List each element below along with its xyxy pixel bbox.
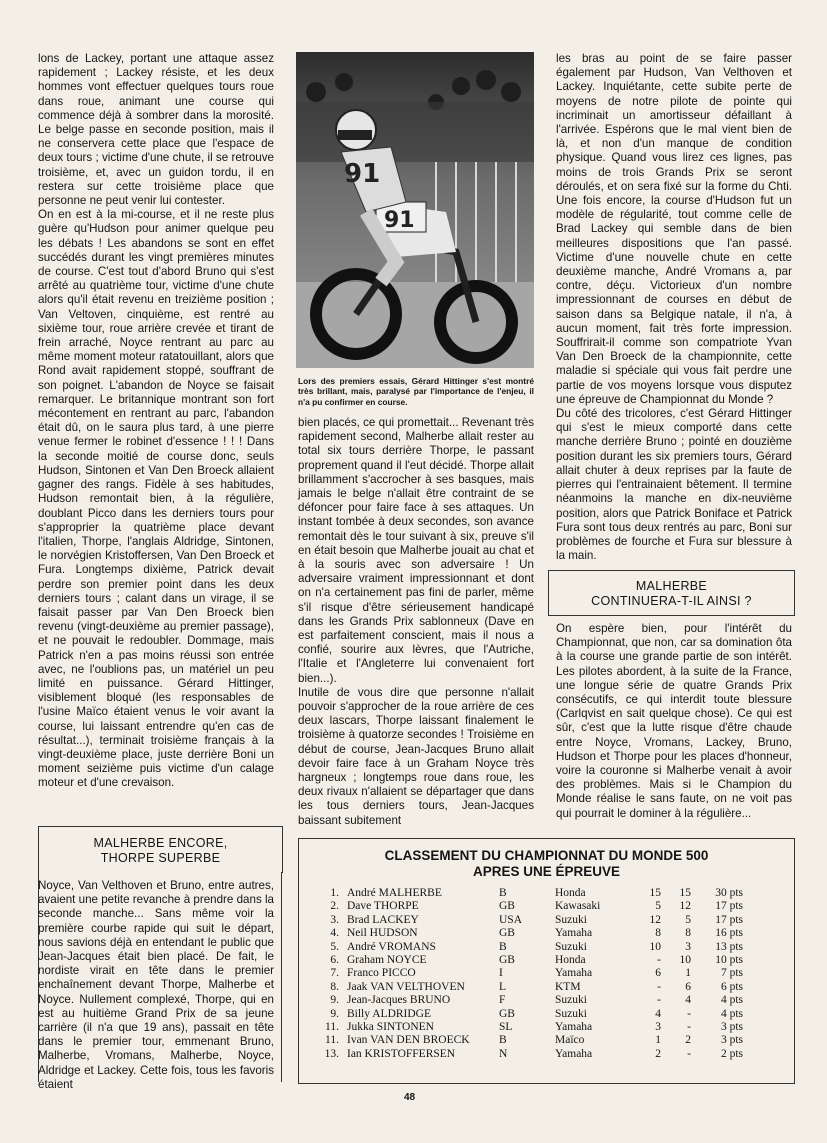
column-2-text — [298, 416, 534, 828]
standings-row — [317, 1021, 743, 1034]
standings-cell-make: Yamaha — [555, 927, 593, 940]
standings-row — [317, 914, 743, 927]
standings-cell-make: Yamaha — [555, 967, 593, 980]
standings-cell-pos: 1. — [330, 887, 339, 899]
section-heading-box-2 — [548, 570, 795, 616]
paragraph: les bras au point de se faire passer également par Hudson, Van Velthoven et Lackey. Inquiétante, cette subite perte de moyens de notre pilote de pointe qui incriminait un amortisseur défaillant à l'arrivée. Espérons que le mal vient bien de là, et non d'un manque de condition physique. Quand vous lirez ces lignes, pas moins de trois Grands Prix se seront déroulés, et on sera fixé sur la forme du Chti. Une fois encore, la course d'Hudson fut un modèle de régularité, tout comme celle de Brad Lackey qui semble dans de bien meilleures dispositions que l'an passé. Victime d'une nouvelle chute en cette deuxième manche, André Vromans a, par contre, déçu. Victorieux d'un nombre impressionnant de courses en début de saison dans sa Belgique natale, il n'a, à aucun moment, fait très forte impression. Souffrirait-il comme son compatriote Yvan Van Den Broeck de la championnite, cette maladie si spéciale qui vous fait perdre une partie de vos moyens lorsque vous disputez une épreuve de Championnat du Monde ? — [556, 52, 792, 406]
standings-cell-name: André VROMANS — [347, 940, 436, 953]
standings-cell-m2: 15 — [679, 887, 691, 899]
section-heading-line: MALHERBE ENCORE, — [93, 836, 228, 850]
standings-cell-m1: 12 — [649, 913, 661, 926]
standings-cell-make: Suzuki — [555, 994, 587, 1007]
standings-row — [317, 967, 743, 980]
standings-table — [317, 887, 743, 1061]
column-1-text — [38, 52, 274, 791]
standings-cell-pos: 8. — [330, 980, 339, 993]
standings-cell-name: Neil HUDSON — [347, 927, 418, 940]
standings-cell-country: I — [499, 967, 503, 980]
standings-cell-name: Ivan VAN DEN BROECK — [347, 1034, 470, 1047]
standings-cell-pts: 30 pts — [715, 887, 743, 899]
standings-cell-make: Kawasaki — [555, 900, 601, 913]
standings-cell-pos: 7. — [330, 967, 339, 980]
standings-cell-pts: 17 pts — [715, 913, 743, 926]
standings-cell-m2: - — [687, 1007, 691, 1020]
standings-cell-name: André MALHERBE — [347, 887, 442, 899]
column-3b-text — [556, 622, 792, 821]
standings-title: CLASSEMENT DU CHAMPIONNAT DU MONDE 500 — [384, 848, 709, 863]
standings-cell-pos: 3. — [330, 913, 339, 926]
box-1-right-border — [281, 872, 282, 1082]
paragraph: Inutile de vous dire que personne n'allait pouvoir s'approcher de la roue arrière de ces deux lascars, Thorpe laissant finalement le troisième à quatorze secondes ! Troisième en début de course, Jean-Jacques Bruno allait devoir faire face à un Graham Noyce très hargneux ; longtemps roue dans roue, les deux rivaux n'allaient se départager que dans les tous derniers tours, Jean-Jacques baissant subitement — [298, 685, 534, 827]
paragraph: bien placés, ce qui promettait... Revenant très rapidement second, Malherbe allait rester au total six tours derrière Thorpe, le passant proprement quand il l'eut décidé. Thorpe allait brillamment s'accrocher à ses basques, mais jamais le belge n'allait être contraint de se défoncer pour faire face à ses attaques. Un instant tombée à deux secondes, son avance remontait dès le tour suivant à six, preuve s'il en était besoin que Malherbe jouait au chat et à la souris avec son adversaire ! Un adversaire vraiment impressionnant et dont on n'a certainement pas fini de parler, même s'il risque d'être sérieusement handicapé dans les Grands Prix sablonneux (Dave en est parfaitement conscient, mais il nous a confié, sourire aux lèvres, que l'Autriche, l'Italie et l'Angleterre lui convenaient fort bien...). — [298, 416, 534, 685]
standings-cell-name: Brad LACKEY — [347, 913, 419, 926]
standings-cell-make: Suzuki — [555, 940, 587, 953]
standings-cell-pos: 13. — [324, 1047, 339, 1060]
standings-cell-pts: 10 pts — [715, 954, 743, 967]
standings-cell-make: Yamaha — [555, 1021, 593, 1034]
standings-cell-m1: - — [657, 980, 661, 993]
paragraph: Du côté des tricolores, c'est Gérard Hittinger qui s'est le mieux comporté dans cette manche derrière Bruno ; pointé en douzième position durant les six premiers tours, Gérard allait chuter à deux reprises par la faute de pierres qui l'entrainaient bêtement. Il termine néanmoins la manche en dix-neuvième position, alors que Patrick Boniface et Patrick Fura sont tous deux rentrés au parc, Boni sur problèmes de fourche et Fura sur blessure à la main. — [556, 407, 792, 563]
page-number: 48 — [404, 1092, 416, 1103]
standings-cell-m2: 2 — [685, 1034, 691, 1047]
standings-box — [298, 838, 795, 1084]
motocross-photo — [296, 52, 534, 368]
standings-row — [317, 887, 743, 900]
standings-cell-m1: 3 — [655, 1021, 661, 1034]
standings-row — [317, 1008, 743, 1021]
standings-cell-country: L — [499, 980, 507, 993]
standings-cell-pts: 6 pts — [720, 980, 743, 993]
standings-cell-pos: 6. — [330, 954, 339, 967]
standings-row — [317, 954, 743, 967]
standings-cell-name: Jaak VAN VELTHOVEN — [347, 980, 465, 993]
standings-cell-m2: 8 — [685, 927, 691, 940]
standings-cell-name: Ian KRISTOFFERSEN — [347, 1047, 456, 1060]
standings-cell-m1: 4 — [655, 1007, 661, 1020]
column-3-text — [556, 52, 792, 563]
standings-subtitle: APRES UNE ÉPREUVE — [472, 864, 621, 879]
paragraph: lons de Lackey, portant une attaque assez rapidement ; Lackey résiste, et les deux hommes vont effectuer quelques tours roue dans roue, animant une course qui commence déjà à sombrer dans la morosité. Le belge passe en seconde position, mais il ne conservera cette place que l'espace de deux tours ; victime d'une chute, il se retrouve troisième, et, avec un guidon tordu, il en restera sur cette troisième place que personne ne peut venir lui contester. — [38, 52, 274, 208]
standings-cell-country: GB — [499, 900, 515, 913]
standings-cell-pts: 7 pts — [720, 967, 743, 980]
standings-cell-make: Maïco — [555, 1034, 585, 1047]
photo-caption: Lors des premiers essais, Gérard Hittinger s'est montré très brillant, mais, paralysé par l'importance de l'enjeu, il n'a pu confirmer en course. — [298, 376, 534, 407]
standings-cell-country: USA — [499, 913, 523, 926]
jersey-number: 91 — [344, 159, 381, 189]
standings-cell-m1: - — [657, 954, 661, 967]
paragraph: On en est à la mi-course, et il ne reste plus guère qu'Hudson pour animer quelque peu les débats ! Les abandons se sont en effet succédés durant les vingt premières minutes de course. C'est tout d'abord Bruno qui s'est arrêté au quatrième tour, victime d'une chute alors qu'il était revenu en treizième position ; Van Veltoven, cinquième, est rentré au sixième tour, roue arrière crevée et tirant de frein arraché, Noyce rentrant au parc au même moment moteur ratatouillant, alors que Rond avait rapidement stoppé, souffrant de son poignet. L'abandon de Noyce se faisait remarquer. Le britannique montrant son fort mécontement en rentrant au parc, l'abandon était dû, on le saura plus tard, à une pierre venue fermer le robinet d'essence ! ! ! Dans la seconde moitié de course donc, seuls Hudson, Sintonen et Van Den Broeck allaient gagner des rangs. Fidèle à ses habitudes, Hudson remontait bien, à la régulière, doublant Picco dans les derniers tours pour s'approprier la quatrième place devant l'italien, Thorpe, l'anglais Aldridge, Sintonen, le norvégien Kristoffersen, Van Den Broeck et Fura. Longtemps dixième, Patrick devait perdre son premier point dans les deux derniers tours ; calant dans un virage, il se faisait passer par Van Den Broeck bien revenu (vingt-deuxième au premier passage), et ne pouvait le redoubler. Dommage, mais Patrick n'en a pas moins réussi son entrée avec, ne l'oublions pas, un matériel un peu limité en puissance. Gérard Hittinger, visiblement bloqué (les responsables de l'usine Maïco étaient venus le voir avant la course, lui laissant entrendre qu'en cas de résultat...), terminait troisième français à la vingt-deuxième place, juste derrière Boni un moment seizième puis victime d'un calage moteur et d'une crevaison. — [38, 208, 274, 790]
standings-cell-country: N — [499, 1047, 508, 1060]
paragraph: On espère bien, pour l'intérêt du Championnat, que non, car sa domination ôta à la course une grande partie de son intérêt. Les pilotes abordent, à la suite de la France, une longue série de quatre Grands Prix consécutifs, ce qui interdit toute blessure (Carlqvist en sait quelque chose). Ce qui est sûr, c'est que la lutte risque d'être chaude entre Noyce, Vromans, Lackey, Bruno, Hudson et Thorpe pour les places d'honneur, voire la couronne si Malherbe venait à avoir des problèmes. Mais si le Champion du Monde réalise le sans faute, on ne voit pas qui pourrait le dominer à la régulière... — [556, 622, 792, 820]
standings-cell-name: Jean-Jacques BRUNO — [347, 994, 451, 1007]
standings-cell-m2: 10 — [679, 954, 691, 967]
standings-cell-m2: 4 — [685, 994, 691, 1007]
standings-cell-pts: 4 pts — [720, 1007, 743, 1020]
standings-row — [317, 941, 743, 954]
standings-cell-m1: 15 — [649, 887, 661, 899]
standings-cell-m1: 2 — [655, 1047, 661, 1060]
standings-cell-pos: 9. — [330, 1007, 339, 1020]
standings-cell-make: Suzuki — [555, 913, 587, 926]
paragraph: Noyce, Van Velthoven et Bruno, entre autres, avaient une petite revanche à prendre dans la seconde manche... Sans même voir la première courbe rapide qui suit le départ, nous savions déjà en entendant le public que Jean-Jacques était bien placé. De fait, le nordiste virait en tête dans le premier enchaînement devant Thorpe, Malherbe et Noyce. Nullement complexé, Thorpe, qui en est au huitième Grand Prix de sa jeune carrière (il n'a que 19 ans), passait en tête dans le premier tour, emmenant Bruno, Malherbe, Vromans, Malherbe, Noyce, Aldridge et Lackey. Cette fois, tous les favoris étaient — [38, 879, 274, 1091]
rider-illustration — [296, 52, 534, 368]
column-1b-text — [38, 879, 274, 1092]
standings-cell-pos: 4. — [330, 927, 339, 940]
standings-cell-m2: 5 — [685, 913, 691, 926]
standings-row — [317, 1048, 743, 1061]
standings-cell-m2: - — [687, 1047, 691, 1060]
standings-row — [317, 994, 743, 1007]
standings-cell-m1: - — [657, 994, 661, 1007]
standings-cell-name: Jukka SINTONEN — [347, 1021, 434, 1034]
standings-cell-country: SL — [499, 1021, 513, 1034]
standings-cell-country: B — [499, 887, 507, 899]
plate-number: 91 — [384, 208, 415, 233]
standings-cell-pts: 3 pts — [720, 1034, 743, 1047]
standings-cell-country: GB — [499, 927, 515, 940]
standings-cell-make: KTM — [555, 980, 581, 993]
standings-cell-pts: 3 pts — [720, 1021, 743, 1034]
standings-cell-m1: 8 — [655, 927, 661, 940]
standings-cell-name: Franco PICCO — [347, 967, 416, 980]
standings-cell-make: Suzuki — [555, 1007, 587, 1020]
standings-cell-make: Yamaha — [555, 1047, 593, 1060]
section-heading-line: CONTINUERA-T-IL AINSI ? — [591, 594, 752, 608]
standings-cell-name: Graham NOYCE — [347, 954, 427, 967]
standings-cell-make: Honda — [555, 887, 586, 899]
standings-cell-m1: 5 — [655, 900, 661, 913]
standings-cell-pts: 2 pts — [720, 1047, 743, 1060]
standings-cell-pos: 2. — [330, 900, 339, 913]
standings-cell-m1: 10 — [649, 940, 661, 953]
section-heading-line: THORPE SUPERBE — [100, 851, 221, 865]
section-heading-line: MALHERBE — [635, 579, 708, 593]
standings-cell-country: GB — [499, 954, 515, 967]
standings-cell-m1: 6 — [655, 967, 661, 980]
standings-cell-pos: 9. — [330, 994, 339, 1007]
standings-cell-m2: 12 — [679, 900, 691, 913]
standings-cell-m2: 3 — [685, 940, 691, 953]
standings-cell-pts: 17 pts — [715, 900, 743, 913]
standings-row — [317, 900, 743, 913]
standings-row — [317, 1034, 743, 1047]
standings-row — [317, 981, 743, 994]
standings-cell-pos: 11. — [325, 1034, 339, 1047]
standings-row — [317, 927, 743, 940]
standings-cell-country: GB — [499, 1007, 515, 1020]
standings-cell-name: Dave THORPE — [347, 900, 419, 913]
section-heading-box-1 — [38, 826, 283, 873]
standings-cell-name: Billy ALDRIDGE — [347, 1007, 432, 1020]
standings-cell-pts: 16 pts — [715, 927, 743, 940]
standings-cell-m1: 1 — [655, 1034, 661, 1047]
standings-cell-pos: 11. — [325, 1021, 339, 1034]
standings-cell-make: Honda — [555, 954, 586, 967]
standings-cell-country: F — [499, 994, 506, 1007]
standings-cell-pts: 13 pts — [715, 940, 743, 953]
standings-cell-m2: - — [687, 1021, 691, 1034]
standings-cell-pos: 5. — [330, 940, 339, 953]
standings-cell-pts: 4 pts — [720, 994, 743, 1007]
standings-cell-country: B — [499, 940, 507, 953]
standings-cell-country: B — [499, 1034, 507, 1047]
standings-cell-m2: 6 — [685, 980, 691, 993]
standings-cell-m2: 1 — [685, 967, 691, 980]
